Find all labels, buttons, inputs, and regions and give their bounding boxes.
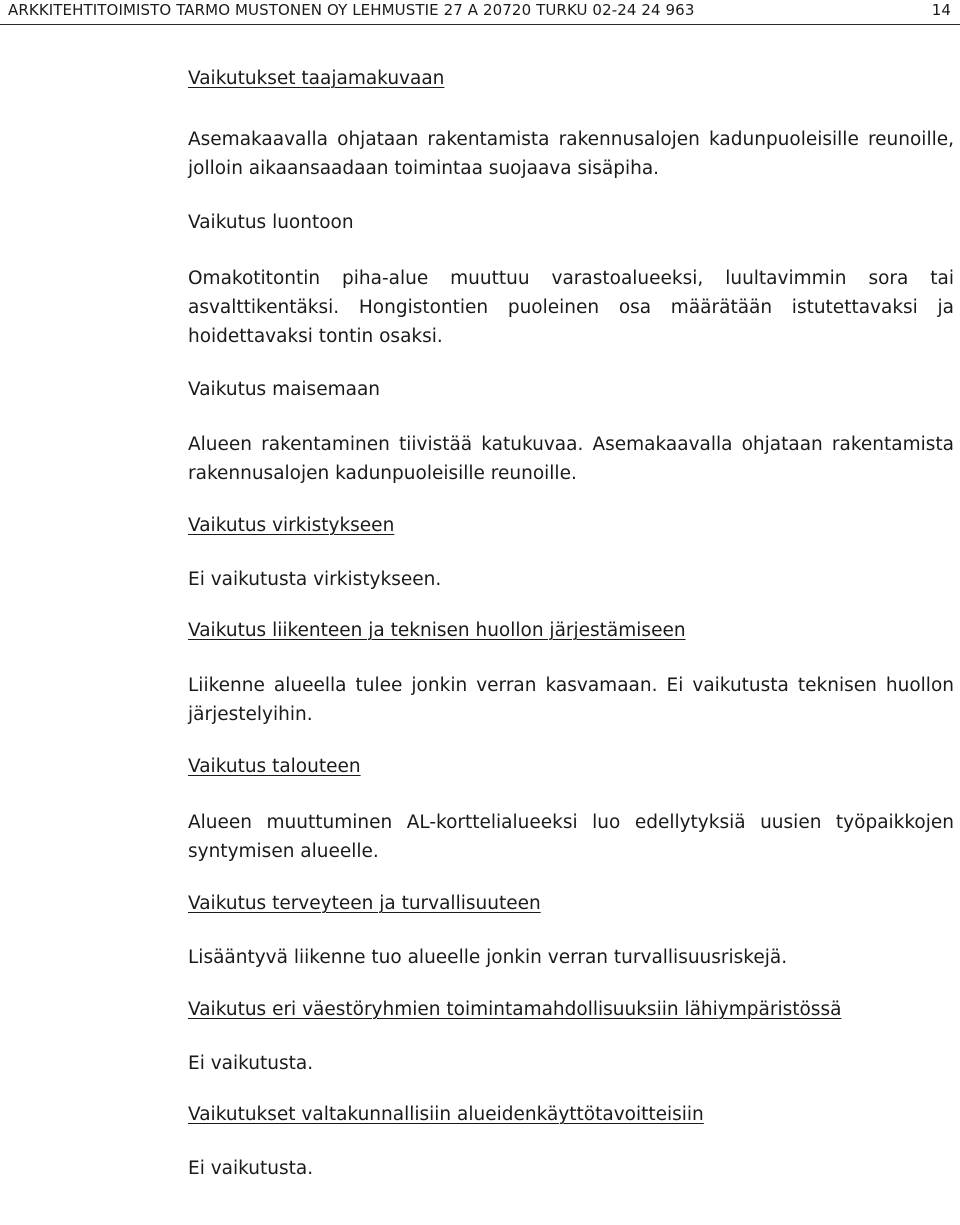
page-header [0,0,960,26]
section-heading-terveys: Vaikutus terveyteen ja turvallisuuteen [188,893,541,914]
section-heading-alueidenkaytto: Vaikutukset valtakunnallisiin alueidenkäyttötavoitteisiin [188,1104,704,1125]
section-heading-maisema: Vaikutus maisemaan [188,379,381,400]
section-text-alueidenkaytto: Ei vaikutusta. [188,1158,314,1179]
section-heading-vaestoryhmat: Vaikutus eri väestöryhmien toimintamahdollisuuksiin lähiympäristössä [188,999,842,1020]
section-heading-talous: Vaikutus talouteen [188,756,361,777]
section-text-talous: Alueen muuttuminen AL-korttelialueeksi luo edellytyksiä uusien työpaikkojen syntymisen alueelle. [188,812,954,862]
section-heading-virkistys: Vaikutus virkistykseen [188,515,395,536]
section-text-terveys: Lisääntyvä liikenne tuo alueelle jonkin verran turvallisuusriskejä. [188,947,788,968]
section-text-liikenne: Liikenne alueella tulee jonkin verran kasvamaan. Ei vaikutusta teknisen huollon järjestelyihin. [188,675,954,725]
section-text-vaestoryhmat: Ei vaikutusta. [188,1053,314,1074]
header-company-info: ARKKITEHTITOIMISTO TARMO MUSTONEN OY LEHMUSTIE 27 A 20720 TURKU 02-24 24 963 [8,1,695,19]
page-number: 14 [931,1,951,19]
document-body [188,64,954,1183]
section-heading-liikenne: Vaikutus liikenteen ja teknisen huollon järjestämiseen [188,620,686,641]
section-heading-luonto: Vaikutus luontoon [188,212,354,233]
section-text-taajamakuva: Asemakaavalla ohjataan rakentamista rakennusalojen kadunpuoleisille reunoille, jolloin aikaansaadaan toimintaa suojaava sisäpiha. [188,129,954,179]
header-divider [0,24,960,25]
section-text-luonto: Omakotitontin piha-alue muuttuu varastoalueeksi, luultavimmin sora tai asvalttikentäksi. Hongistontien puoleinen osa määrätään istutettavaksi ja hoidettavaksi tontin osaksi. [188,268,954,347]
section-heading-taajamakuva: Vaikutukset taajamakuvaan [188,68,445,89]
section-text-maisema: Alueen rakentaminen tiivistää katukuvaa. Asemakaavalla ohjataan rakentamista rakennusalojen kadunpuoleisille reunoille. [188,434,954,484]
section-text-virkistys: Ei vaikutusta virkistykseen. [188,569,442,590]
